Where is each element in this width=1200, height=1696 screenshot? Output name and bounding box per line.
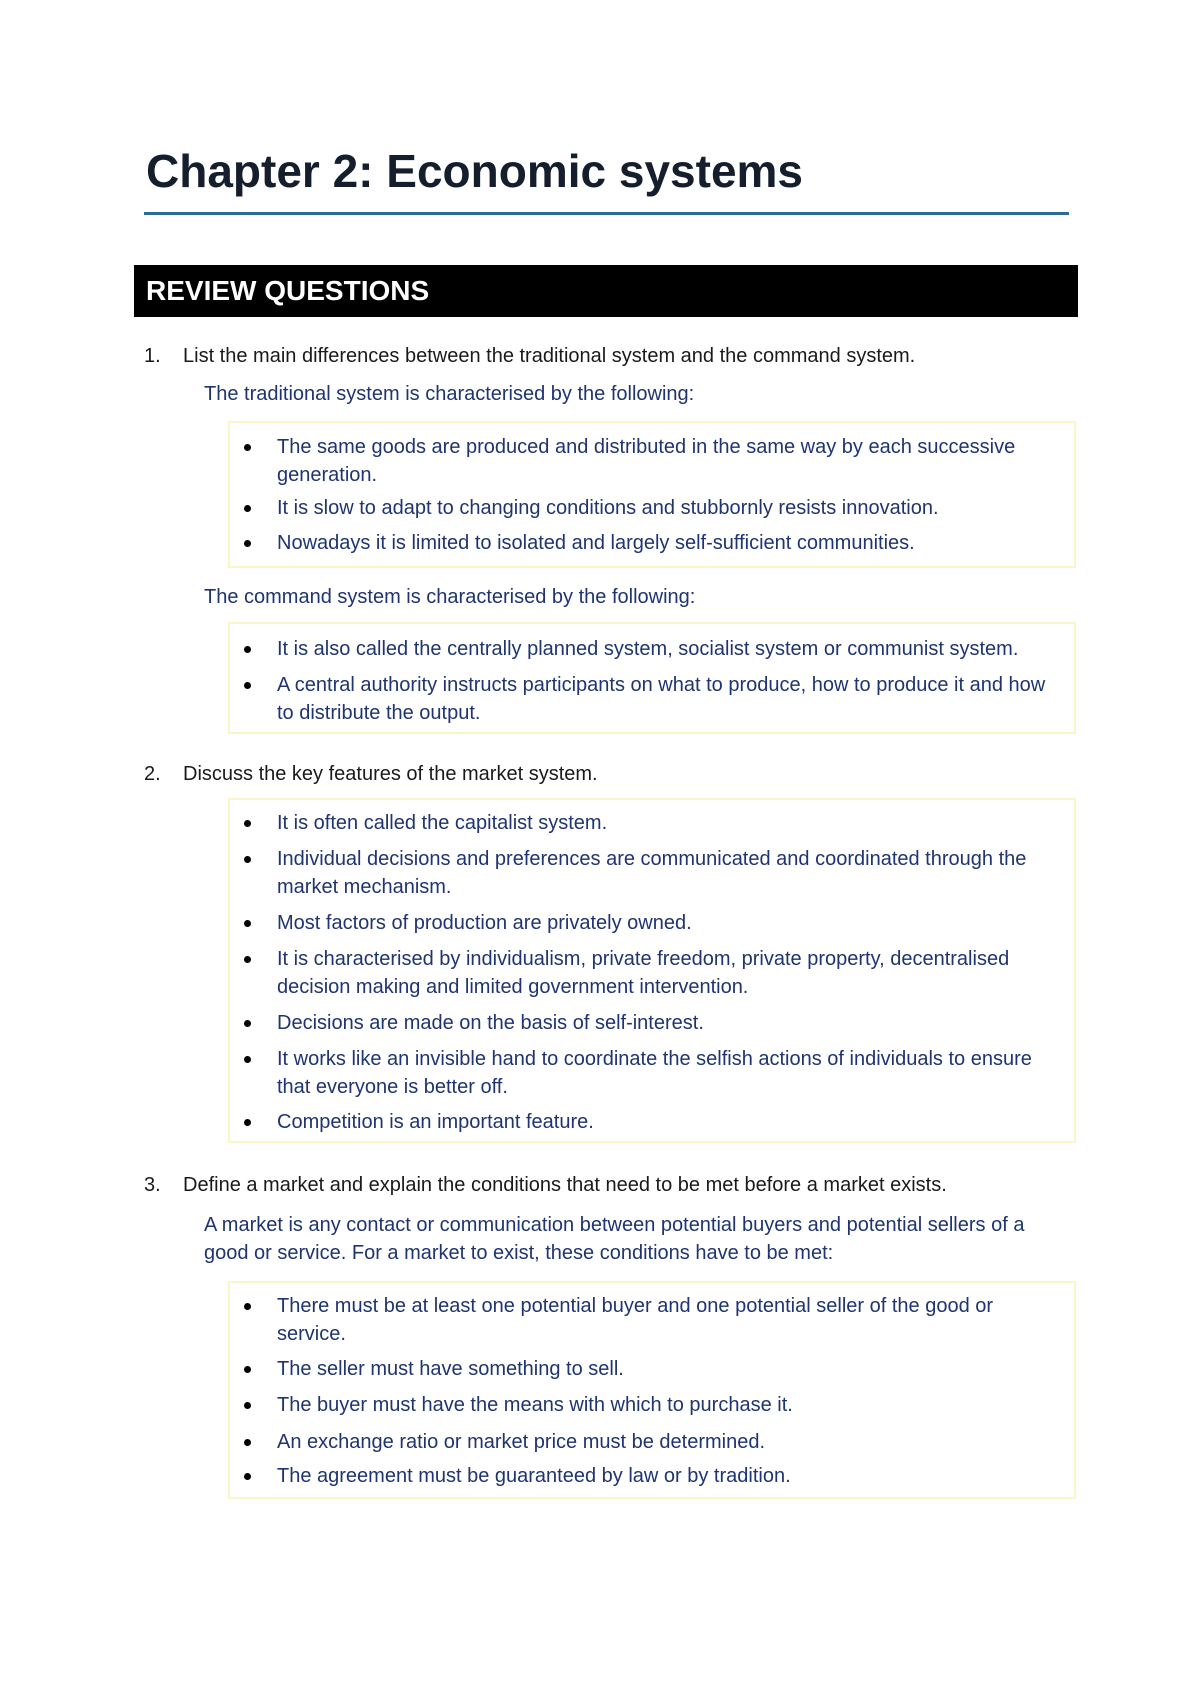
bullet-icon xyxy=(244,1366,251,1373)
section-heading: REVIEW QUESTIONS xyxy=(146,275,430,306)
answer-intro: A market is any contact or communication between potential buyers and potential sellers of a good or service. For a market to exist, these conditions have to be met: xyxy=(204,1214,1025,1264)
question-number: 2. xyxy=(144,763,161,785)
list-item-text: The agreement must be guaranteed by law or by tradition. xyxy=(277,1465,791,1487)
list-item-text: Nowadays it is limited to isolated and largely self-sufficient communities. xyxy=(277,532,915,554)
list-item-text: Decisions are made on the basis of self-interest. xyxy=(277,1012,704,1034)
list-item-text: It is often called the capitalist system. xyxy=(277,812,608,834)
answer-box xyxy=(228,798,1076,1143)
question-text: Define a market and explain the conditions that need to be met before a market exists. xyxy=(183,1174,947,1196)
bullet-icon xyxy=(244,920,251,927)
answer-box xyxy=(228,421,1076,568)
list-item-text: It is characterised by individualism, private freedom, private property, decentralised decision making and limited government intervention. xyxy=(277,948,1010,998)
bullet-icon xyxy=(244,682,251,689)
list-item-text: The same goods are produced and distributed in the same way by each successive generation. xyxy=(277,436,1016,486)
bullet-icon xyxy=(244,540,251,547)
list-item-text: Competition is an important feature. xyxy=(277,1111,594,1133)
bullet-icon xyxy=(244,1439,251,1446)
question-text: Discuss the key features of the market system. xyxy=(183,763,598,785)
list-item-text: An exchange ratio or market price must be determined. xyxy=(277,1431,766,1453)
bullet-icon xyxy=(244,956,251,963)
question-text: List the main differences between the traditional system and the command system. xyxy=(183,345,916,367)
bullet-icon xyxy=(244,1473,251,1480)
list-item-text: There must be at least one potential buyer and one potential seller of the good or service. xyxy=(277,1295,994,1345)
bullet-icon xyxy=(244,856,251,863)
list-item-text: The seller must have something to sell. xyxy=(277,1358,624,1380)
title-underline xyxy=(144,212,1069,215)
bullet-icon xyxy=(244,1119,251,1126)
bullet-icon xyxy=(244,1056,251,1063)
bullet-icon xyxy=(244,1402,251,1409)
list-item-text: Individual decisions and preferences are communicated and coordinated through the market mechanism. xyxy=(277,848,1027,898)
list-item-text: It works like an invisible hand to coordinate the selfish actions of individuals to ensure that everyone is better off. xyxy=(277,1048,1032,1098)
answer-intro: The traditional system is characterised by the following: xyxy=(204,383,695,405)
bullet-icon xyxy=(244,505,251,512)
list-item-text: The buyer must have the means with which to purchase it. xyxy=(277,1394,793,1416)
section-heading-bar xyxy=(134,265,1078,317)
bullet-icon xyxy=(244,1303,251,1310)
chapter-title: Chapter 2: Economic systems xyxy=(146,145,804,197)
list-item-text: A central authority instructs participants on what to produce, how to produce it and how to distribute the output. xyxy=(277,674,1046,724)
bullet-icon xyxy=(244,646,251,653)
bullet-icon xyxy=(244,444,251,451)
list-item-text: It is slow to adapt to changing conditions and stubbornly resists innovation. xyxy=(277,497,939,519)
question-number: 3. xyxy=(144,1174,161,1196)
question-number: 1. xyxy=(144,345,161,367)
list-item-text: Most factors of production are privately owned. xyxy=(277,912,692,934)
answer-box xyxy=(228,622,1076,734)
bullet-icon xyxy=(244,1020,251,1027)
answer-intro: The command system is characterised by the following: xyxy=(204,586,696,608)
answer-box xyxy=(228,1281,1076,1499)
list-item-text: It is also called the centrally planned system, socialist system or communist system. xyxy=(277,638,1019,660)
bullet-icon xyxy=(244,820,251,827)
